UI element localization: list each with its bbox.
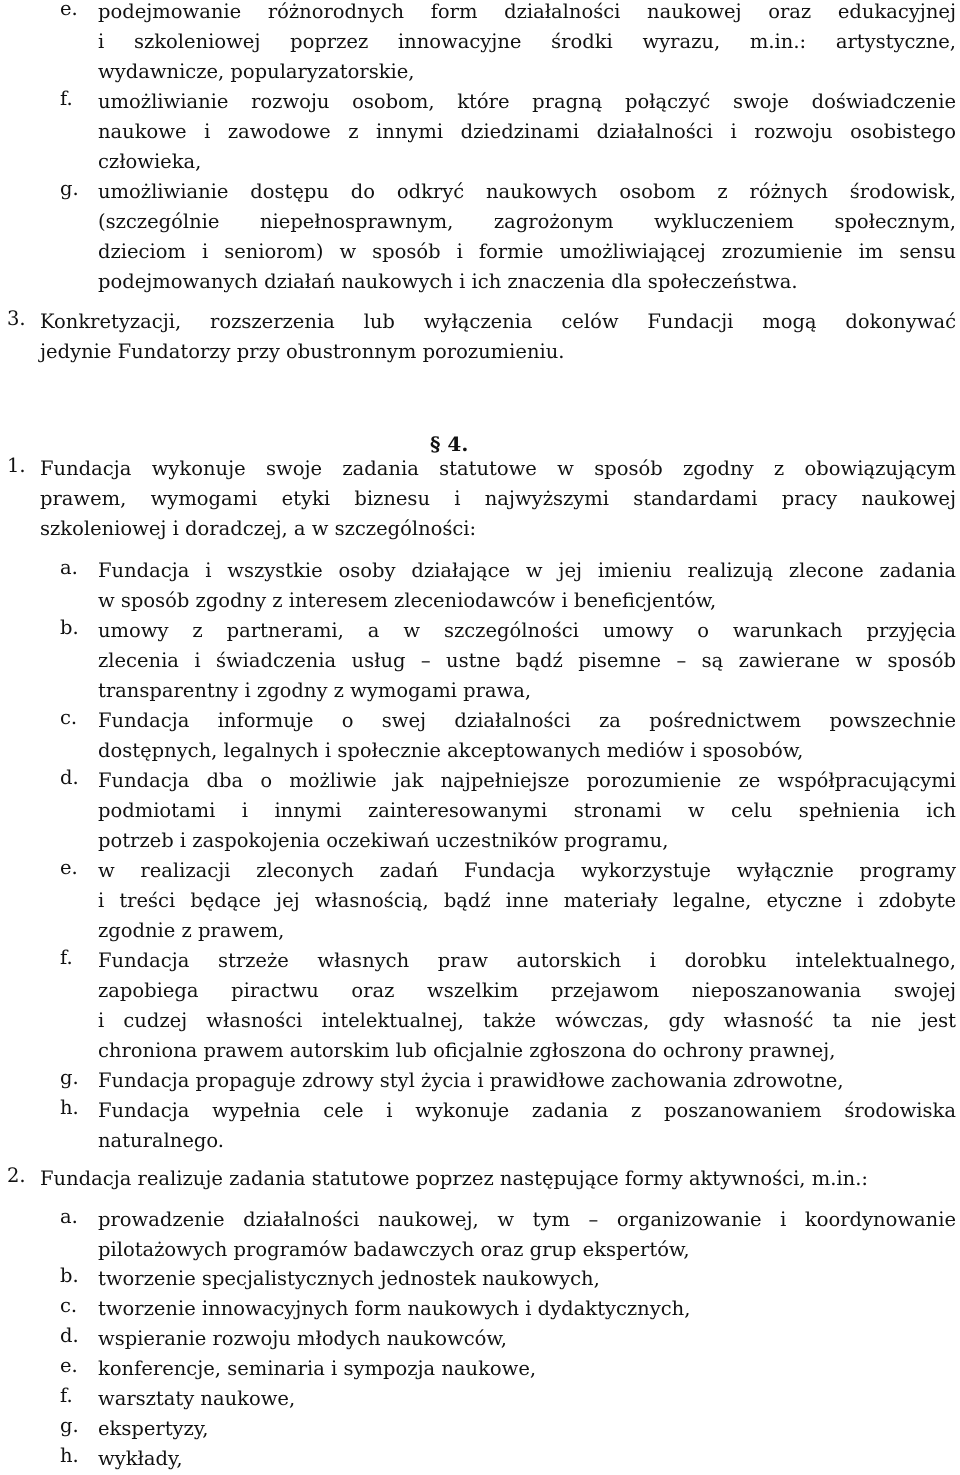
item-text-line: podejmowanie różnorodnych form działalności naukowej oraz edukacyjnej [98, 0, 956, 23]
item-marker: e. [60, 1354, 78, 1377]
item-text-line: umowy z partnerami, a w szczególności umowy o warunkach przyjęcia [98, 619, 956, 642]
list-item-c [60, 1294, 956, 1324]
list-item-f [60, 946, 956, 1066]
item-text-line: naturalnego. [98, 1129, 224, 1152]
item-marker: g. [60, 177, 79, 200]
item-text-line: konferencje, seminaria i sympozja naukowe, [98, 1357, 537, 1380]
item-text-line: dzieciom i seniorom) w sposób i formie umożliwiającej zrozumienie im sensu [98, 240, 956, 263]
paragraph-number: 2. [7, 1164, 26, 1187]
item-text-line: podmiotami i innymi zainteresowanymi stronami w celu spełnienia ich [98, 799, 956, 822]
item-marker: a. [60, 556, 78, 579]
item-text-line: zgodnie z prawem, [98, 919, 285, 942]
list-item-e [60, 856, 956, 946]
item-marker: g. [60, 1414, 79, 1437]
item-text-line: umożliwianie rozwoju osobom, które pragną połączyć swoje doświadczenie [98, 90, 956, 113]
item-text-line: i cudzej własności intelektualnej, także wówczas, gdy własność ta nie jest [98, 1009, 956, 1032]
item-marker: d. [60, 1324, 79, 1347]
item-text-line: (szczególnie niepełnosprawnym, zagrożonym wykluczeniem społecznym, [98, 210, 956, 233]
item-text-line: ekspertyzy, [98, 1417, 209, 1440]
item-text-line: transparentny i zgodny z wymogami prawa, [98, 679, 532, 702]
item-marker: e. [60, 856, 78, 879]
paragraph-text-line: Konkretyzacji, rozszerzenia lub wyłączenia celów Fundacji mogą dokonywać [40, 310, 956, 333]
item-marker: b. [60, 616, 79, 639]
item-text-line: wspieranie rozwoju młodych naukowców, [98, 1327, 507, 1350]
item-text-line: tworzenie specjalistycznych jednostek naukowych, [98, 1267, 600, 1290]
item-text-line: zapobiega piractwu oraz wszelkim przejawom nieposzanowania swojej [98, 979, 956, 1002]
item-marker: f. [60, 1384, 73, 1407]
list-item-b [60, 1264, 956, 1294]
list-item-b [60, 616, 956, 706]
item-text-line: Fundacja i wszystkie osoby działające w jej imieniu realizują zlecone zadania [98, 559, 956, 582]
item-text-line: Fundacja strzeże własnych praw autorskich i dorobku intelektualnego, [98, 949, 956, 972]
item-text-line: człowieka, [98, 150, 202, 173]
item-marker: b. [60, 1264, 79, 1287]
list-item-h [60, 1096, 956, 1156]
list-item-c [60, 706, 956, 766]
item-text-line: Fundacja dba o możliwie jak najpełniejsze porozumienie ze współpracującymi [98, 769, 956, 792]
item-marker: d. [60, 766, 79, 789]
item-marker: c. [60, 706, 78, 729]
item-text-line: umożliwianie dostępu do odkryć naukowych osobom z różnych środowisk, [98, 180, 956, 203]
list-item-a [60, 556, 956, 616]
item-marker: f. [60, 87, 73, 110]
list-item-e [60, 0, 956, 87]
item-text-line: Fundacja wypełnia cele i wykonuje zadania z poszanowaniem środowiska [98, 1099, 956, 1122]
item-marker: a. [60, 1205, 78, 1228]
list-item-d [60, 766, 956, 856]
item-text-line: dostępnych, legalnych i społecznie akceptowanych mediów i sposobów, [98, 739, 804, 762]
item-text-line: Fundacja propaguje zdrowy styl życia i prawidłowe zachowania zdrowotne, [98, 1069, 844, 1092]
item-text-line: warsztaty naukowe, [98, 1387, 296, 1410]
list-item-e [60, 1354, 956, 1384]
item-marker: c. [60, 1294, 78, 1317]
item-text-line: wydawnicze, popularyzatorskie, [98, 60, 415, 83]
item-text-line: Fundacja informuje o swej działalności za pośrednictwem powszechnie [98, 709, 956, 732]
paragraph-number: 1. [7, 454, 26, 477]
item-marker: e. [60, 0, 78, 20]
item-text-line: prowadzenie działalności naukowej, w tym – organizowanie i koordynowanie [98, 1208, 956, 1231]
item-text-line: i treści będące jej własnością, bądź inne materiały legalne, etyczne i zdobyte [98, 889, 956, 912]
paragraph-text-line: Fundacja wykonuje swoje zadania statutowe w sposób zgodny z obowiązującym [40, 457, 956, 480]
item-text-line: naukowe i zawodowe z innymi dziedzinami działalności i rozwoju osobistego [98, 120, 956, 143]
list-item-f [60, 1384, 956, 1414]
item-text-line: w sposób zgodny z interesem zleceniodawców i beneficjentów, [98, 589, 717, 612]
numbered-paragraph-2 [7, 1164, 956, 1194]
list-item-g [60, 177, 956, 297]
paragraph-text-line: szkoleniowej i doradczej, a w szczególności: [40, 517, 477, 540]
item-marker: h. [60, 1444, 79, 1467]
item-text-line: wykłady, [98, 1447, 183, 1470]
list-item-g [60, 1066, 956, 1096]
paragraph-text-line: jedynie Fundatorzy przy obustronnym porozumieniu. [40, 340, 565, 363]
item-text-line: tworzenie innowacyjnych form naukowych i dydaktycznych, [98, 1297, 691, 1320]
paragraph-text-line: prawem, wymogami etyki biznesu i najwyższymi standardami pracy naukowej [40, 487, 956, 510]
numbered-paragraph-1 [7, 454, 956, 544]
item-text-line: podejmowanych działań naukowych i ich znaczenia dla społeczeństwa. [98, 270, 798, 293]
item-text-line: i szkoleniowej poprzez innowacyjne środki wyrazu, m.in.: artystyczne, [98, 30, 956, 53]
item-marker: f. [60, 946, 73, 969]
numbered-paragraph-3 [7, 307, 956, 367]
list-item-f [60, 87, 956, 177]
list-item-h [60, 1444, 956, 1474]
item-text-line: potrzeb i zaspokojenia oczekiwań uczestników programu, [98, 829, 669, 852]
list-item-d [60, 1324, 956, 1354]
item-text-line: pilotażowych programów badawczych oraz grup ekspertów, [98, 1238, 690, 1261]
paragraph-text-line: Fundacja realizuje zadania statutowe poprzez następujące formy aktywności, m.in.: [40, 1167, 868, 1190]
list-item-a [60, 1205, 956, 1265]
item-text-line: chroniona prawem autorskim lub oficjalnie zgłoszona do ochrony prawnej, [98, 1039, 836, 1062]
item-marker: g. [60, 1066, 79, 1089]
item-marker: h. [60, 1096, 79, 1119]
item-text-line: zlecenia i świadczenia usług – ustne bądź pisemne – są zawierane w sposób [98, 649, 956, 672]
section-heading: § 4. [430, 432, 469, 456]
item-text-line: w realizacji zleconych zadań Fundacja wykorzystuje wyłącznie programy [98, 859, 956, 882]
paragraph-number: 3. [7, 307, 26, 330]
list-item-g [60, 1414, 956, 1444]
